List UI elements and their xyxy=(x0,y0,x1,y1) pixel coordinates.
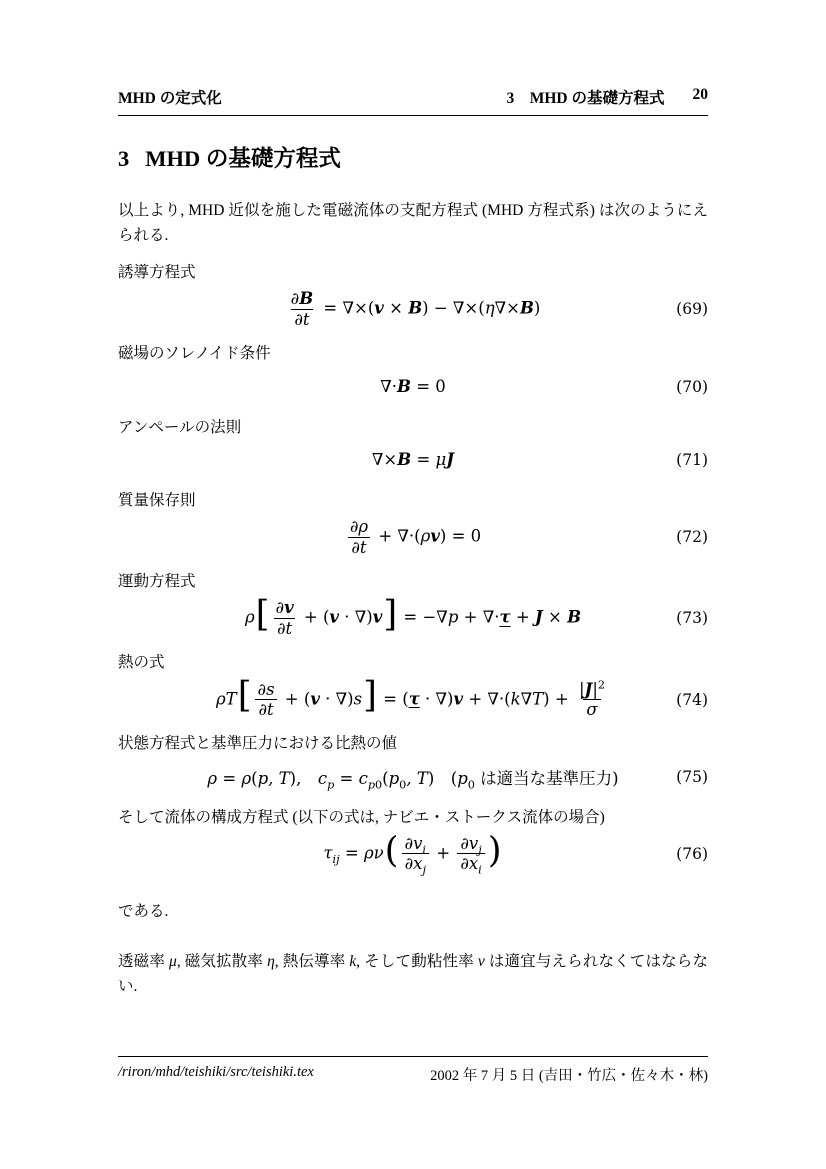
big-delimiter: ] xyxy=(383,594,398,635)
equation-label: 質量保存則 xyxy=(118,491,196,509)
equation-number: (71) xyxy=(676,450,708,469)
equation xyxy=(118,444,708,476)
section-title-text: MHD の基礎方程式 xyxy=(145,146,341,171)
equation xyxy=(118,517,708,557)
paragraph: である. xyxy=(118,902,169,920)
header-section-title: 3 MHD の基礎方程式 xyxy=(506,90,665,107)
big-delimiter: [ xyxy=(255,594,270,635)
equation-number: (70) xyxy=(676,377,708,396)
equation-number: (75) xyxy=(676,767,708,786)
header-page-number: 20 xyxy=(692,86,708,103)
paragraph: 以上より, MHD 近似を施した電磁流体の支配方程式 (MHD 方程式系) は次のようにえられる. xyxy=(118,202,708,245)
section-heading xyxy=(118,141,708,173)
equation-number: (76) xyxy=(676,844,708,863)
fraction: $\frac{\partial v_j}{\partial x_i}$ xyxy=(457,834,484,874)
big-delimiter: ] xyxy=(363,675,377,717)
footer-date-authors: 2002 年 7 月 5 日 (吉田・竹広・佐々木・林) xyxy=(430,1068,708,1084)
equation xyxy=(118,675,708,720)
main-column xyxy=(118,112,708,1007)
equation-label: 誘導方程式 xyxy=(118,264,196,282)
equation-number: (69) xyxy=(676,300,708,319)
page-footer xyxy=(118,1056,708,1085)
header-chapter-title: MHD の定式化 xyxy=(118,90,222,107)
fraction: $\frac{|J|^2}{\sigma}$ xyxy=(578,678,606,719)
equation xyxy=(118,289,708,329)
equation-label: 磁場のソレノイド条件 xyxy=(118,345,271,363)
fraction: $\frac{\partial v}{\partial t}$ xyxy=(275,598,294,638)
fraction: $\frac{\partial v_i}{\partial x_j}$ xyxy=(402,834,429,874)
paragraph: 透磁率 μ, 磁気拡散率 η, 熱伝導率 k, そして動粘性率 ν は適宜与えられなくてはならない. xyxy=(118,953,708,996)
big-delimiter: ) xyxy=(487,829,502,871)
footer-file-path: /riron/mhd/teishiki/src/teishiki.tex xyxy=(118,1064,314,1080)
equation-math: $\frac{\partial\rho}{\partial t}$ + ∇·(ρv) = 0 xyxy=(345,517,481,557)
fraction: $\frac{\partial s}{\partial t}$ xyxy=(255,680,278,720)
header-right xyxy=(506,86,708,108)
fraction: $\frac{\partial\rho}{\partial t}$ xyxy=(349,517,369,557)
equation-number: (72) xyxy=(676,528,708,547)
equation-label: 熱の式 xyxy=(118,654,165,672)
equation-math: ∇×B = μJ xyxy=(371,450,455,470)
equation-math: $\tau_{ij} = \rho\nu$( $\frac{\partial v_i}{\partial x_j}$ + $\frac{\partial v_j}{\partial x_i}$ ) xyxy=(323,829,502,877)
equation-label: そして流体の構成方程式 (以下の式は, ナビエ・ストークス流体の場合) xyxy=(118,808,605,826)
equation-math: ∇·B = 0 xyxy=(380,377,446,397)
equation-math: ρT[ $\frac{\partial s}{\partial t}$ + (v · ∇)s] = (τ · ∇)v + ∇·(k∇T) + $\frac{|J|^2}{\sigma}$ xyxy=(216,680,610,720)
equation xyxy=(118,761,708,793)
equation-label: 状態方程式と基準圧力における比熱の値 xyxy=(118,735,398,753)
content-body xyxy=(118,198,708,999)
equation-label: アンペールの法則 xyxy=(118,418,242,436)
equation-math: $\frac{\partial B}{\partial t}$ = ∇×(v × B) − ∇×(η∇×B) xyxy=(286,289,541,329)
big-delimiter: [ xyxy=(237,675,252,717)
equation xyxy=(118,594,708,638)
fraction: $\frac{\partial B}{\partial t}$ xyxy=(290,289,314,329)
equation-label: 運動方程式 xyxy=(118,573,196,591)
equation-number: (74) xyxy=(676,690,708,709)
big-delimiter: ( xyxy=(384,829,399,871)
equation-number: (73) xyxy=(676,609,708,628)
equation-math: ρ[ $\frac{\partial v}{\partial t}$ + (v · ∇)v] = −∇p + ∇·τ + J × B xyxy=(244,594,582,638)
equation xyxy=(118,371,708,403)
section-number: 3 xyxy=(118,146,130,171)
equation-math: ρ = ρ(p, T), $c_p = c_{p0}(p_0$, T) ($p_0$ は適当な基準圧力) xyxy=(207,768,619,792)
equation xyxy=(118,829,708,877)
